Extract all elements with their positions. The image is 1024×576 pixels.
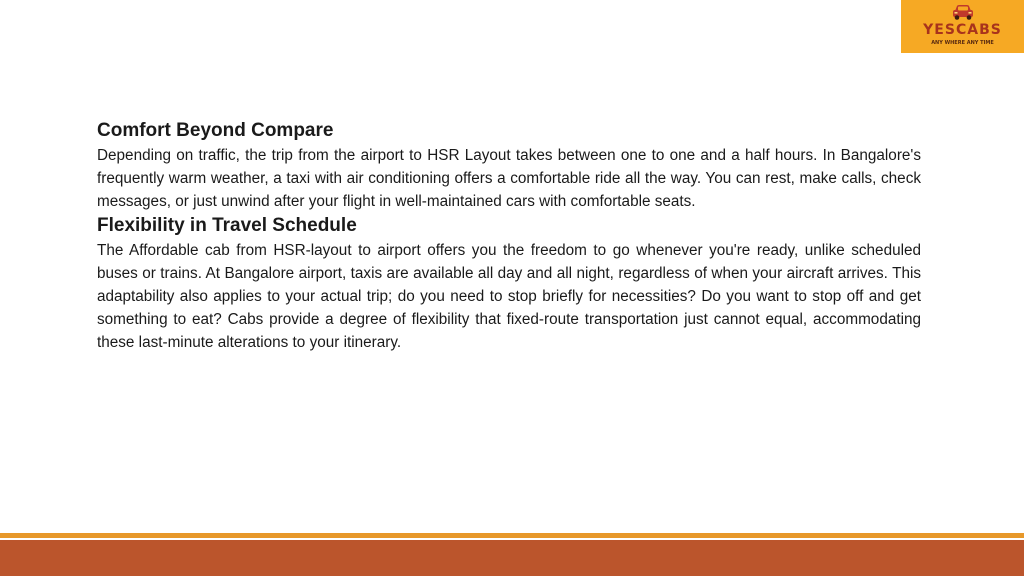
- section-body-comfort: Depending on traffic, the trip from the airport to HSR Layout takes between one to one and a half hours. In Bangalore's frequently warm weather, a taxi with air conditioning offers a comfortable ride all the way. You can rest, make calls, check messages, or just unwind after your flight in well-maintained cars with comfortable seats.: [97, 147, 921, 210]
- car-icon: [951, 3, 975, 21]
- section-heading-flexibility: Flexibility in Travel Schedule: [97, 215, 357, 236]
- footer-accent-line: [0, 533, 1024, 538]
- footer-bar: [0, 540, 1024, 576]
- logo-tagline: ANY WHERE ANY TIME: [931, 40, 994, 46]
- yescabs-logo: [901, 0, 1024, 53]
- logo-brand-text: YESCABS: [923, 22, 1002, 38]
- section-heading-comfort: Comfort Beyond Compare: [97, 120, 334, 141]
- main-content: [97, 118, 921, 354]
- section-body-flexibility: The Affordable cab from HSR-layout to airport offers you the freedom to go whenever you're ready, unlike scheduled buses or trains. At Bangalore airport, taxis are available all day and all night, regardless of when your aircraft arrives. This adaptability also applies to your actual trip; do you need to stop briefly for necessities? Do you want to stop off and get something to eat? Cabs provide a degree of flexibility that fixed-route transportation just cannot equal, accommodating these last-minute alterations to your itinerary.: [97, 242, 921, 351]
